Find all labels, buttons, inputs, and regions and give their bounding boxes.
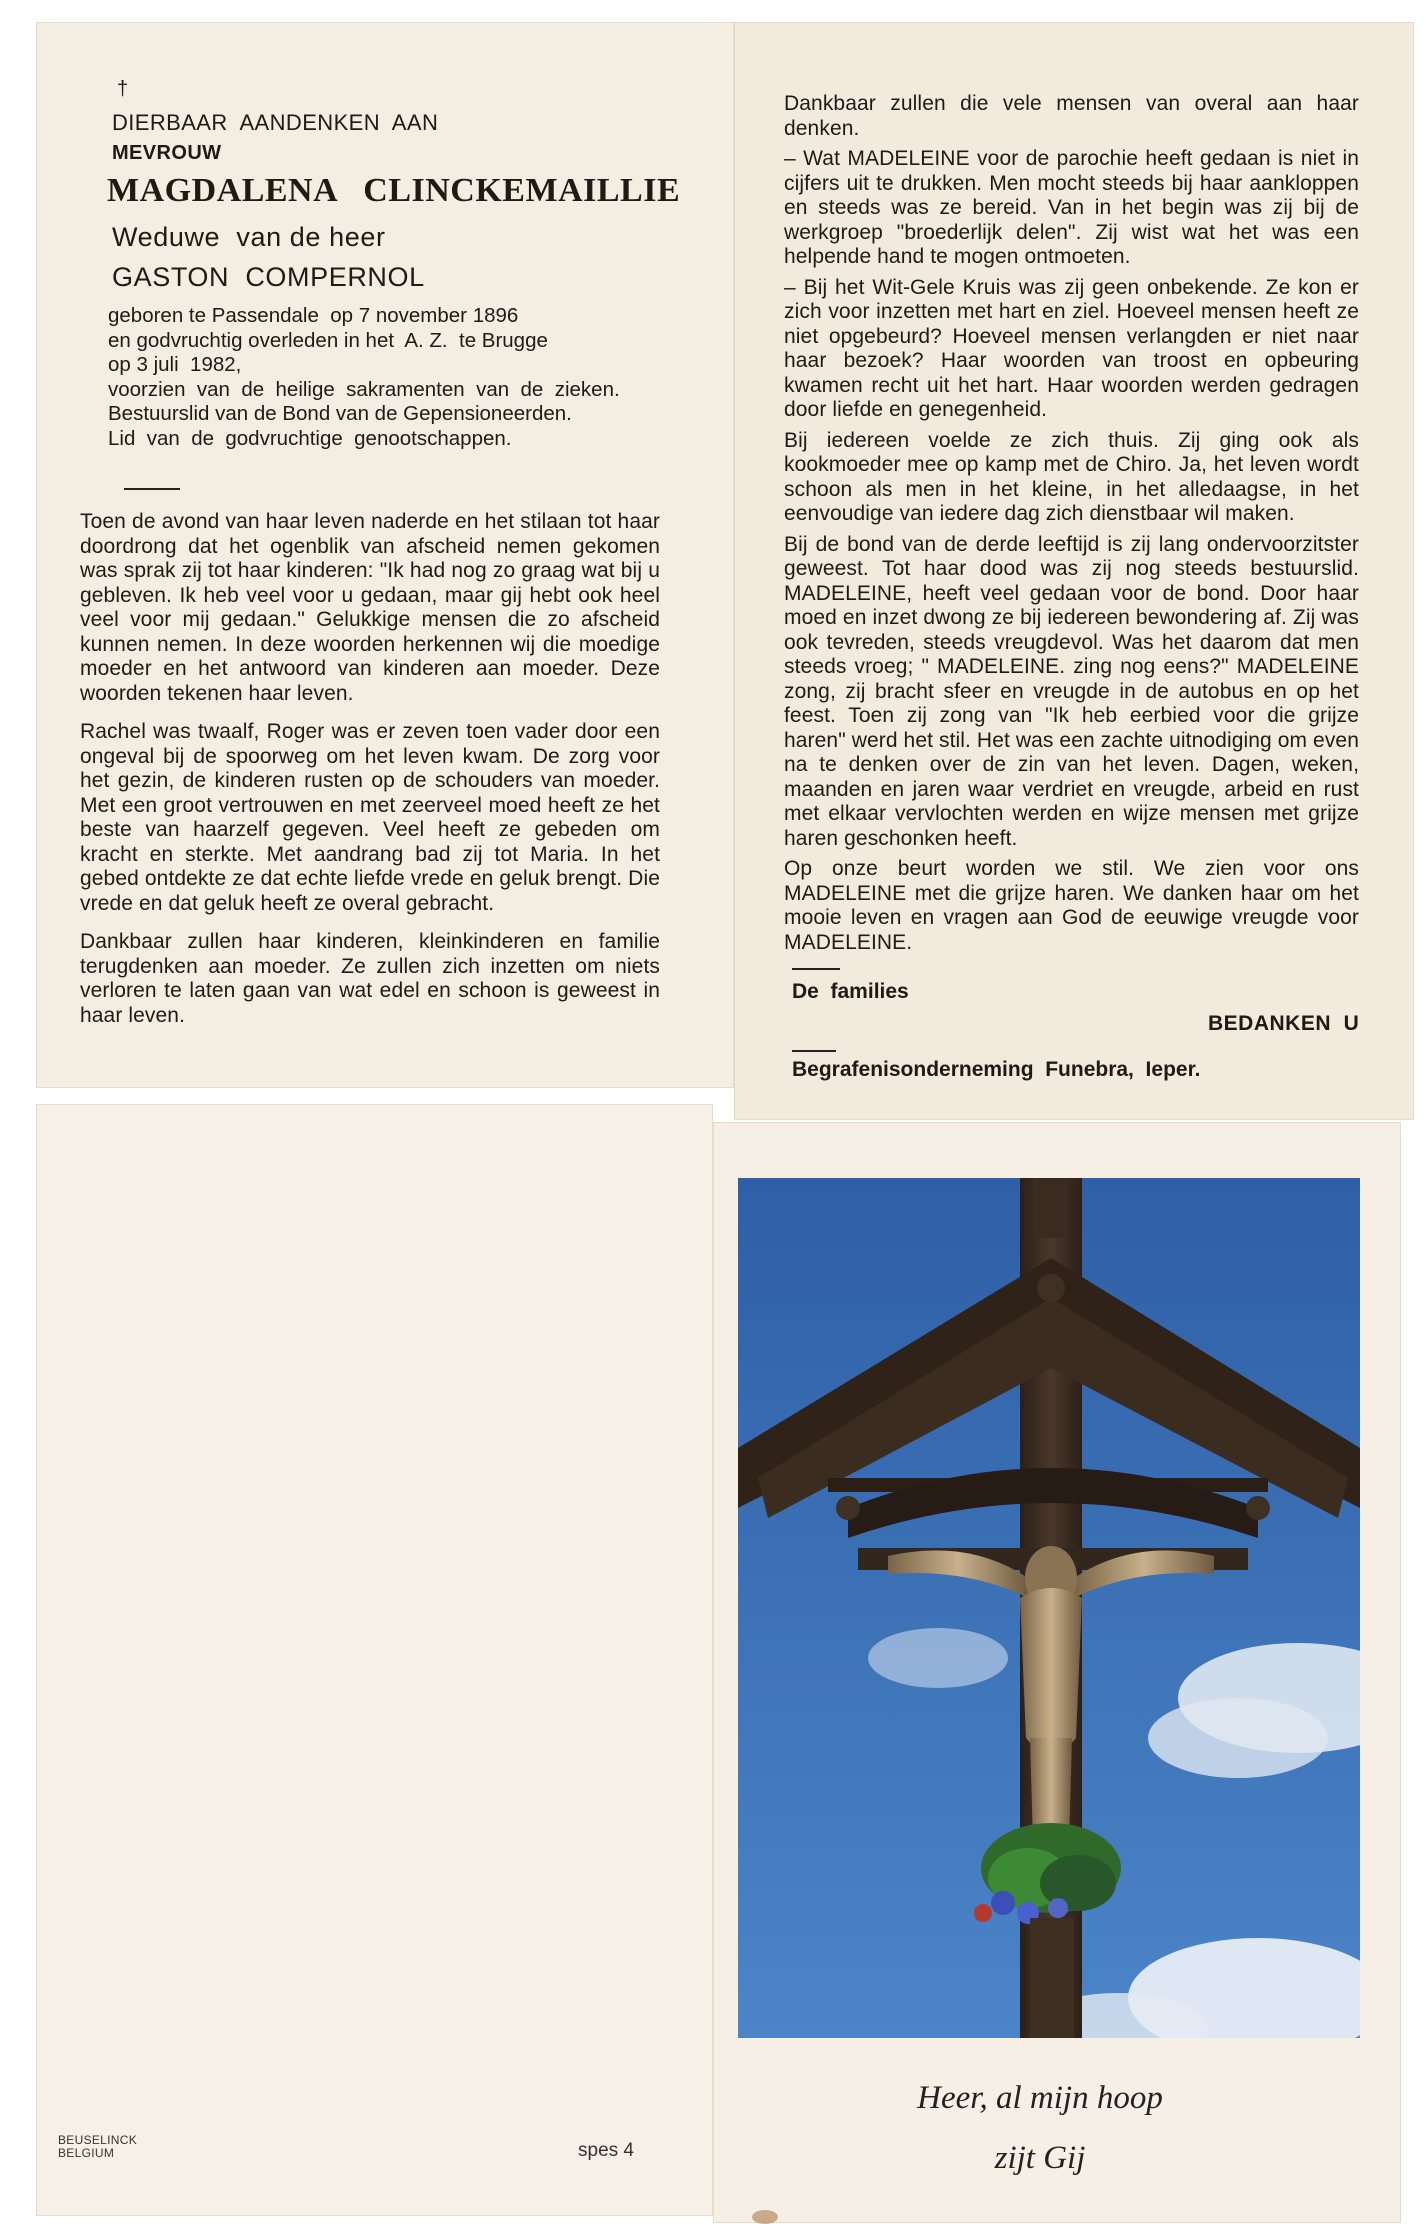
- crucifix-illustration: [738, 1178, 1360, 2038]
- separator-rule: [124, 488, 180, 490]
- heading-dierbaar: DIERBAAR AANDENKEN AAN: [112, 110, 439, 135]
- heading-mevrouw: MEVROUW: [112, 142, 222, 164]
- publisher-imprint: [58, 2134, 137, 2160]
- card-fold: [734, 22, 735, 1120]
- separator-rule: [792, 968, 840, 970]
- detail-line: op 3 juli 1982,: [108, 353, 242, 376]
- separator-rule: [792, 1050, 836, 1052]
- husband-name: GASTON COMPERNOL: [112, 262, 425, 292]
- publisher-name: BEUSELINCK: [58, 2133, 138, 2147]
- paragraph: Bij de bond van de derde leeftijd is zij lang ondervoorzitster geweest. Tot haar dood was zij nog steeds bestuurslid. MADELEINE, heeft veel gedaan voor de bond. Door haar moed en inzet dwong ze bij iedereen bewondering af. Zij was ook tevreden, steeds vreugdevol. Was het daarom dat men steeds vroeg; " MADELEINE. zing nog eens?" MADELEINE zong, zij bracht sfeer en vreugde in de autobus en op het feest. Toen zij zong van "Ik heb eerbied voor die grijze haren" werd het stil. Het was een zachte uitnodiging om even na te denken over de zin van het leven. Dagen, weken, maanden en jaren waar verdriet en vreugde, arbeid en rust met elkaar vervlochten werden en wijze mensen met grijze haren geschonken heeft.: [784, 532, 1359, 850]
- paragraph: Toen de avond van haar leven naderde en het stilaan tot haar doordrong dat het ogenblik van afscheid nemen gekomen was sprak zij tot haar kinderen: "Ik had nog zo graag wat bij u gebleven. Ik heb veel voor u gedaan, maar gij hebt ook heel veel voor mij gedaan." Gelukkige mensen die zo afscheid kunnen nemen. In deze woorden herkennen wij die moedige moeder en het antwoord van kinderen aan moeder. Deze woorden tekenen haar leven.: [80, 510, 660, 705]
- detail-line: Bestuurslid van de Bond van de Gepensioneerden.: [108, 402, 572, 425]
- prayer-card-back: [36, 1104, 713, 2216]
- paper-stain: [752, 2210, 778, 2224]
- paragraph: Op onze beurt worden we stil. We zien voor ons MADELEINE met die grijze haren. We danken haar om het mooie leven en vragen aan God de eeuwige vreugde voor MADELEINE.: [784, 857, 1359, 954]
- biographical-details: [108, 304, 678, 451]
- detail-line: Lid van de godvruchtige genootschappen.: [108, 426, 512, 450]
- crucifix-photo: [738, 1178, 1360, 2038]
- memorial-text-right: [784, 92, 1359, 961]
- publisher-country: BELGIUM: [58, 2146, 115, 2160]
- thanks-line: BEDANKEN U: [1208, 1012, 1360, 1035]
- widow-line: Weduwe van de heer: [112, 222, 386, 252]
- paragraph: Dankbaar zullen die vele mensen van overal aan haar denken.: [784, 92, 1359, 140]
- paragraph: – Wat MADELEINE voor de parochie heeft gedaan is niet in cijfers uit te drukken. Men mocht steeds bij haar aankloppen en steeds was ze bereid. Van in het begin was zij bij de werkgroep "broederlijk delen". Zij wist wat het was een helpende hand te mogen ontmoeten.: [784, 147, 1359, 268]
- paragraph: Bij iedereen voelde ze zich thuis. Zij ging ook als kookmoeder mee op kamp met de Chiro. Ja, het leven wordt schoon als men in het kleine, in het alledaagse, in het eenvoudige van iedere dag zich dienstbaar wil maken.: [784, 428, 1359, 525]
- detail-line: en godvruchtig overleden in het A. Z. te Brugge: [108, 328, 548, 352]
- paragraph: – Bij het Wit-Gele Kruis was zij geen onbekende. Ze kon er zich voor inzetten met hart en ziel. Hoeveel mensen heeft ze niet opgebeurd? Hoeveel mensen verlangden er niet naar haar bezoek? Haar woorden van troost en opbeuring kwamen recht uit het hart. Haar woorden werden gedragen door liefde en genegenheid.: [784, 275, 1359, 421]
- paragraph: Dankbaar zullen haar kinderen, kleinkinderen en familie terugdenken aan moeder. Ze zullen zich inzetten om niets verloren te laten gaan van wat edel en schoon is geweest in haar leven.: [80, 930, 660, 1027]
- deceased-name: MAGDALENA CLINCKEMAILLIE: [107, 172, 681, 209]
- series-number: spes 4: [578, 2140, 634, 2161]
- signature-families: De families: [792, 980, 909, 1003]
- paragraph: Rachel was twaalf, Roger was er zeven toen vader door een ongeval bij de spoorweg om het leven kwam. De zorg voor het gezin, de kinderen rusten op de schouders van moeder. Met een groot vertrouwen en met zeerveel moed heeft ze het beste van haarzelf gegeven. Veel heeft ze gebeden om kracht en sterkte. Met aandrang bad zij tot Maria. In het gebed ontdekte ze dat echte liefde vrede en geluk brengt. Die vrede en dat geluk heeft ze overal gebracht.: [80, 720, 660, 915]
- cross-icon: †: [117, 78, 129, 100]
- caption-line-1: Heer, al mijn hoop: [917, 2080, 1163, 2116]
- memorial-text-left: [80, 510, 660, 1034]
- caption-line-2: zijt Gij: [994, 2140, 1086, 2176]
- funeral-home: Begrafenisonderneming Funebra, Ieper.: [792, 1058, 1201, 1081]
- detail-line: voorzien van de heilige sakramenten van de zieken.: [108, 377, 620, 401]
- detail-line: geboren te Passendale op 7 november 1896: [108, 304, 519, 327]
